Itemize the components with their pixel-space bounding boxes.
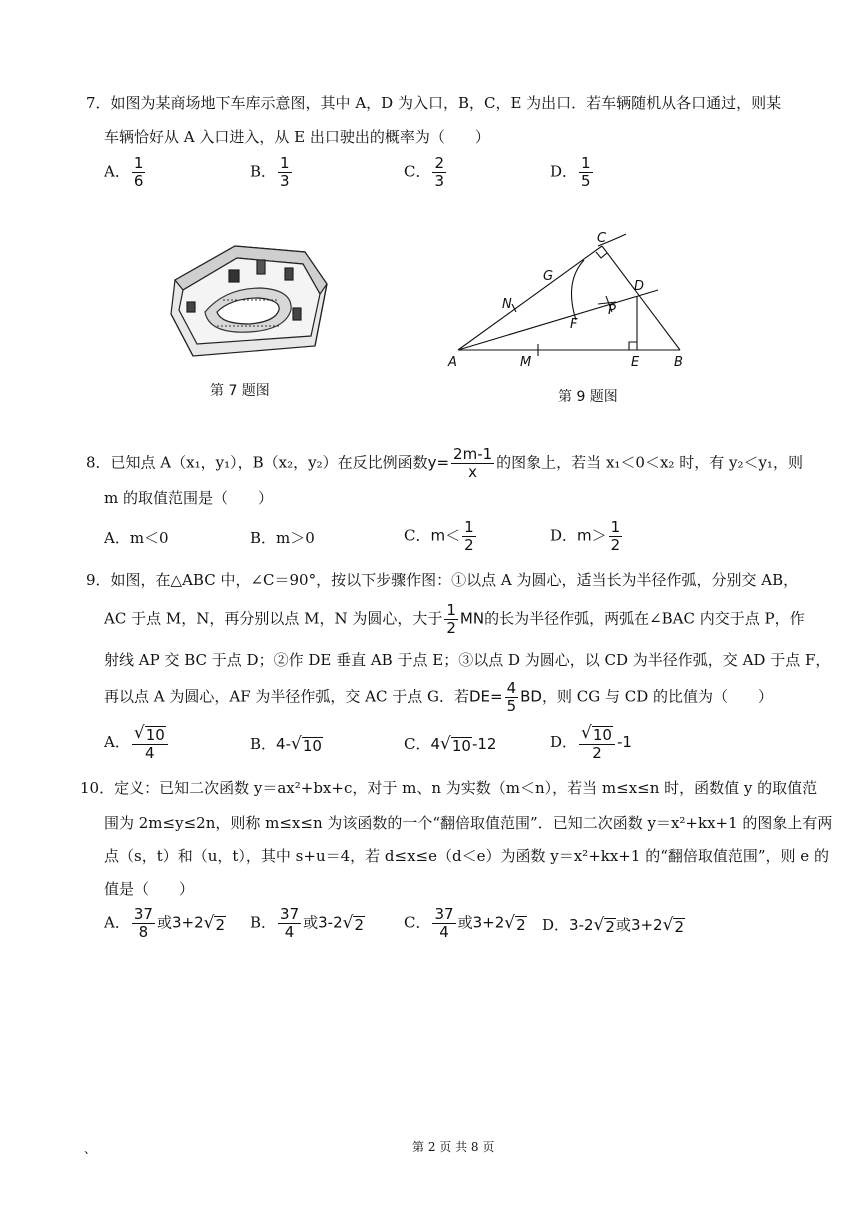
q10-option-c-or: 或 bbox=[457, 913, 473, 932]
q8-pre: 8．已知点 A（x₁，y₁），B（x₂，y₂）在反比例函数 bbox=[86, 453, 428, 472]
q9-option-b-rad: 10 bbox=[302, 737, 322, 755]
q9-option-a-rad: 10 bbox=[145, 726, 165, 744]
q10-option-c-tail: 3+2 bbox=[472, 913, 505, 932]
q8-option-c-pre: m＜ bbox=[430, 526, 461, 545]
q10-option-b-or: 或 bbox=[303, 913, 319, 932]
fig7-caption: 第 7 题图 bbox=[210, 383, 270, 399]
q8-func-num: 2m-1 bbox=[453, 445, 493, 463]
q8-line1 bbox=[86, 446, 803, 481]
q8-option-b[interactable]: B．m＞0 bbox=[250, 529, 315, 547]
q9-option-d-rad: 10 bbox=[592, 726, 612, 744]
q9-line2-frac-den: 2 bbox=[446, 619, 456, 637]
q9-line2-mn: MN bbox=[459, 609, 485, 628]
q9-option-a-label: A． bbox=[104, 733, 130, 751]
q9-line4-pre: 再以点 A 为圆心，AF 为半径作弧，交 AC 于点 G．若 bbox=[104, 687, 469, 706]
q9-option-c-post: -12 bbox=[471, 735, 497, 753]
q9-option-b-label: B． bbox=[250, 735, 277, 753]
q9-line4-de: DE= bbox=[468, 687, 503, 706]
q10-option-b-rad: 2 bbox=[354, 915, 365, 934]
q7-option-d-den: 5 bbox=[581, 172, 591, 190]
q8-line2: m 的取值范围是（ ） bbox=[104, 489, 273, 507]
q7-option-a-num: 1 bbox=[133, 154, 144, 172]
q10-option-d-rad1: 2 bbox=[605, 918, 615, 936]
q9-line3: 射线 AP 交 BC 于点 D；②作 DE 垂直 AB 于点 E；③以点 D 为圆心，以 CD 为半径作弧，交 AD 于点 F， bbox=[104, 651, 831, 669]
q10-line3: 点（s，t）和（u，t），其中 s+u＝4，若 d≤x≤e（d＜e）为函数 y＝x²+kx+1 的“翻倍取值范围”，则 e 的 bbox=[104, 847, 829, 865]
q10-option-b-tail: 3-2 bbox=[318, 913, 343, 932]
q9-line2-frac-num: 1 bbox=[446, 601, 456, 619]
q8-option-c-num: 1 bbox=[464, 518, 474, 536]
q7-option-d-num: 1 bbox=[581, 154, 591, 172]
q7-option-c-label: C． bbox=[404, 162, 431, 181]
q7-line1: 7．如图为某商场地下车库示意图，其中 A，D 为入口，B，C，E 为出口．若车辆随机从各口通过，则某 bbox=[86, 94, 782, 112]
q9-option-a-den: 4 bbox=[145, 744, 155, 762]
q9-option-c-rad: 10 bbox=[451, 737, 471, 755]
q8-option-d-den: 2 bbox=[610, 536, 621, 554]
q7-option-a-den: 6 bbox=[133, 172, 144, 190]
q9-line2-pre: AC 于点 M，N，再分别以点 M，N 为圆心，大于 bbox=[104, 609, 443, 628]
q10-option-d-or: 或 bbox=[615, 916, 631, 934]
q9-line2 bbox=[104, 602, 805, 637]
q10-option-c-rad: 2 bbox=[516, 915, 526, 934]
q8-option-a[interactable]: A．m＜0 bbox=[104, 529, 169, 547]
q10-line1: 10．定义：已知二次函数 y＝ax²+bx+c，对于 m、n 为实数（m＜n），若当 m≤x≤n 时，函数值 y 的取值范 bbox=[80, 779, 818, 797]
q10-option-a-den: 8 bbox=[138, 923, 149, 941]
q9-option-d[interactable]: D． √ 10 2 -1 bbox=[550, 723, 632, 762]
q10-option-d-label: D． bbox=[542, 916, 570, 934]
q9-line4-bd: BD bbox=[520, 687, 542, 706]
q8-option-c[interactable] bbox=[404, 519, 478, 554]
q10-option-a-rad: 2 bbox=[215, 915, 225, 934]
q10-option-a-or: 或 bbox=[156, 913, 172, 932]
triangle-construction-figure bbox=[448, 228, 683, 372]
parking-garage-figure bbox=[165, 238, 331, 364]
q10-option-c-den: 4 bbox=[439, 923, 449, 941]
q10-option-b-num: 37 bbox=[280, 905, 300, 923]
q10-option-c-label: C． bbox=[404, 913, 431, 932]
q8-func-lhs: y= bbox=[427, 453, 450, 472]
q7-option-b-label: B． bbox=[250, 162, 277, 181]
q9-option-c-label: C． bbox=[404, 735, 431, 753]
q9-line4 bbox=[104, 680, 773, 715]
q9-line2-post: 的长为半径作弧，两弧在∠BAC 内交于点 P，作 bbox=[484, 609, 805, 628]
q10-option-b-label: B． bbox=[250, 913, 277, 932]
q10-line2: 围为 2m≤y≤2n，则称 m≤x≤n 为该函数的一个“翻倍取值范围”．已知二次函数 y＝x²+kx+1 的图象上有两 bbox=[104, 814, 833, 832]
q10-option-a-num: 37 bbox=[133, 905, 153, 923]
q8-option-d-pre: m＞ bbox=[577, 526, 607, 545]
q8-option-d[interactable] bbox=[550, 519, 624, 554]
q7-option-a[interactable] bbox=[104, 155, 147, 190]
q7-option-c[interactable] bbox=[404, 155, 448, 190]
q7-option-c-den: 3 bbox=[434, 172, 445, 190]
q7-option-d[interactable] bbox=[550, 155, 595, 190]
q10-option-d-tail: 3+2 bbox=[630, 916, 663, 934]
fig9-label-g: G bbox=[543, 269, 554, 284]
q7-option-b-num: 1 bbox=[280, 154, 290, 172]
q10-option-d-pre: 3-2 bbox=[569, 916, 594, 934]
q9-line4-post: ，则 CG 与 CD 的比值为（ ） bbox=[541, 687, 774, 706]
q9-option-d-den: 2 bbox=[592, 744, 602, 762]
q7-option-d-label: D． bbox=[550, 162, 578, 181]
q9-option-d-post: -1 bbox=[616, 733, 632, 751]
q9-option-b[interactable]: B．4- √ 10 bbox=[250, 734, 322, 755]
q10-option-a-tail: 3+2 bbox=[171, 913, 204, 932]
fig9-label-d: D bbox=[634, 279, 645, 294]
q10-option-b[interactable]: B． $\frac{37}{4}$ 或3-2 √ 2 bbox=[250, 905, 365, 941]
q7-option-b-den: 3 bbox=[280, 172, 290, 190]
q8-option-c-den: 2 bbox=[464, 536, 474, 554]
q10-option-b-den: 4 bbox=[284, 923, 295, 941]
q7-option-c-num: 2 bbox=[434, 154, 445, 172]
footer-mark: 、 bbox=[84, 1142, 97, 1156]
q9-line4-frac-den: 5 bbox=[506, 697, 517, 715]
fig9-label-m: M bbox=[520, 355, 532, 370]
q9-option-c-pre: 4 bbox=[430, 735, 441, 753]
q8-post: 的图象上，若当 x₁＜0＜x₂ 时，有 y₂＜y₁，则 bbox=[496, 453, 803, 472]
q10-option-d[interactable]: D．3-2 √ 2 或3+2 √ 2 bbox=[542, 915, 684, 936]
q8-option-d-label: D． bbox=[550, 526, 578, 545]
q10-line4: 值是（ ） bbox=[104, 880, 195, 898]
fig9-label-f: F bbox=[570, 317, 578, 332]
fig9-label-a: A bbox=[448, 355, 457, 370]
q10-option-c[interactable]: C． $\frac{37}{4}$ 或3+2 √ 2 bbox=[404, 905, 526, 941]
q10-option-a-label: A． bbox=[104, 913, 130, 932]
q7-line2: 车辆恰好从 A 入口进入，从 E 出口驶出的概率为（ ） bbox=[104, 128, 490, 146]
fig9-label-b: B bbox=[674, 355, 683, 370]
q10-option-c-num: 37 bbox=[434, 905, 454, 923]
q9-option-b-pre: 4- bbox=[276, 735, 291, 753]
q9-option-a[interactable]: A． √ 10 4 bbox=[104, 724, 170, 762]
q9-line4-frac-num: 4 bbox=[506, 679, 517, 697]
fig9-label-c: C bbox=[597, 231, 607, 246]
q9-line1: 9．如图，在△ABC 中，∠C＝90°，按以下步骤作图：①以点 A 为圆心，适当长为半径作弧，分别交 AB， bbox=[86, 571, 799, 589]
q7-option-a-label: A． bbox=[104, 162, 130, 181]
fig9-label-p: P bbox=[608, 303, 616, 318]
fig9-label-n: N bbox=[502, 297, 512, 312]
q10-option-d-rad2: 2 bbox=[674, 918, 684, 936]
q7-option-b[interactable] bbox=[250, 155, 294, 190]
q9-option-c[interactable]: C．4 √ 10 -12 bbox=[404, 734, 497, 755]
q8-func-den: x bbox=[468, 463, 478, 481]
fig9-caption: 第 9 题图 bbox=[558, 389, 618, 405]
q9-option-d-label: D． bbox=[550, 733, 578, 751]
q8-option-c-label: C． bbox=[404, 526, 431, 545]
fig9-label-e: E bbox=[631, 355, 640, 370]
q10-option-a[interactable]: A． $\frac{37}{8}$ 或3+2 √ 2 bbox=[104, 905, 225, 941]
page-number: 第 2 页 共 8 页 bbox=[412, 1140, 495, 1154]
q8-option-d-num: 1 bbox=[610, 518, 621, 536]
